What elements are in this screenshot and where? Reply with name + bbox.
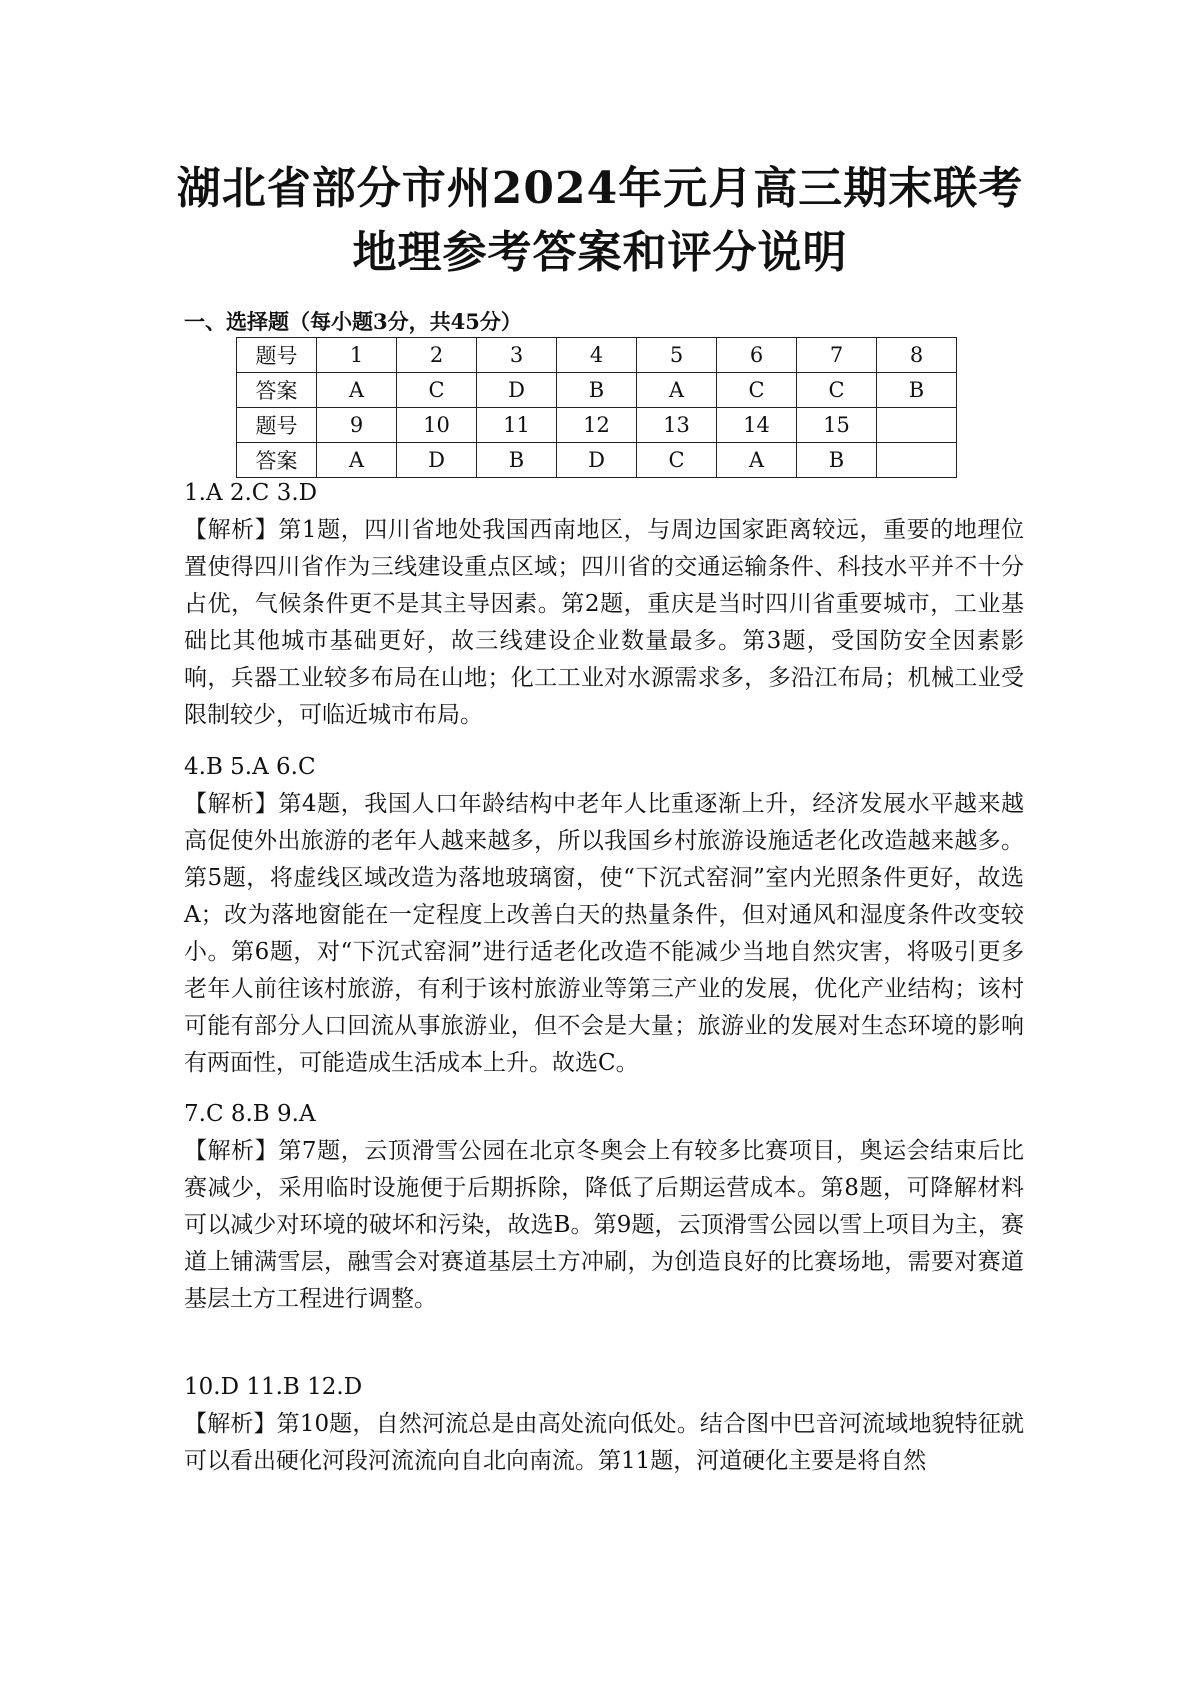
- table-cell: 14: [717, 408, 797, 443]
- answer-group-4: [184, 1369, 1024, 1480]
- table-row-header: 题号: [237, 408, 317, 443]
- table-cell: A: [637, 373, 717, 408]
- table-cell: 1: [317, 338, 397, 373]
- section-heading-choice: 一、选择题（每小题3分，共45分）: [184, 309, 522, 334]
- table-cell: B: [557, 373, 637, 408]
- table-row-header: 题号: [237, 338, 317, 373]
- table-cell: 2: [397, 338, 477, 373]
- table-cell: 15: [797, 408, 877, 443]
- table-cell: 6: [717, 338, 797, 373]
- table-cell: 5: [637, 338, 717, 373]
- table-cell: C: [637, 443, 717, 478]
- answer-line: 10.D 11.B 12.D: [184, 1374, 363, 1400]
- table-cell: 13: [637, 408, 717, 443]
- explanation-text: 【解析】第10题，自然河流总是由高处流向低处。结合图中巴音河流域地貌特征就可以看出硬化河段河流流向自北向南流。第11题，河道硬化主要是将自然: [184, 1411, 1024, 1474]
- table-row-header: 答案: [237, 443, 317, 478]
- table-cell: A: [317, 443, 397, 478]
- explanation-text: 【解析】第4题，我国人口年龄结构中老年人比重逐渐上升，经济发展水平越来越高促使外出旅游的老年人越来越多，所以我国乡村旅游设施适老化改造越来越多。第5题，将虚线区域改造为落地玻璃窗，使“下沉式窑洞”室内光照条件更好，故选A；改为落地窗能在一定程度上改善白天的热量条件，但对通风和湿度条件改变较小。第6题，对“下沉式窑洞”进行适老化改造不能减少当地自然灾害，将吸引更多老年人前往该村旅游，有利于该村旅游业等第三产业的发展，优化产业结构；该村可能有部分人口回流从事旅游业，但不会是大量；旅游业的发展对生态环境的影响有两面性，可能造成生活成本上升。故选C。: [184, 791, 1024, 1076]
- answer-line: 4.B 5.A 6.C: [184, 754, 316, 780]
- document-subtitle: 地理参考答案和评分说明: [352, 227, 848, 278]
- explanation-text: 【解析】第7题，云顶滑雪公园在北京冬奥会上有较多比赛项目，奥运会结束后比赛减少，采用临时设施便于后期拆除，降低了后期运营成本。第8题，可降解材料可以减少对环境的破坏和污染，故选B。第9题，云顶滑雪公园以雪上项目为主，赛道上铺满雪层，融雪会对赛道基层土方冲刷，为创造良好的比赛场地，需要对赛道基层土方工程进行调整。: [184, 1138, 1024, 1312]
- answer-group-2: [184, 749, 1024, 1082]
- table-row-header: 答案: [237, 373, 317, 408]
- table-cell: 8: [877, 338, 957, 373]
- answer-table: [236, 337, 957, 478]
- table-cell: B: [877, 373, 957, 408]
- table-cell: 12: [557, 408, 637, 443]
- table-cell: D: [477, 373, 557, 408]
- table-cell: B: [477, 443, 557, 478]
- table-cell: 9: [317, 408, 397, 443]
- table-cell: 10: [397, 408, 477, 443]
- document-title: 湖北省部分市州2024年元月高三期末联考: [176, 163, 1024, 214]
- table-cell: A: [317, 373, 397, 408]
- answer-line: 1.A 2.C 3.D: [184, 480, 318, 506]
- table-cell: 11: [477, 408, 557, 443]
- table-row: [237, 408, 957, 443]
- table-cell: D: [557, 443, 637, 478]
- table-cell: A: [717, 443, 797, 478]
- table-cell: C: [797, 373, 877, 408]
- explanation-text: 【解析】第1题，四川省地处我国西南地区，与周边国家距离较远，重要的地理位置使得四川省作为三线建设重点区域；四川省的交通运输条件、科技水平并不十分占优，气候条件更不是其主导因素。第2题，重庆是当时四川省重要城市，工业基础比其他城市基础更好，故三线建设企业数量最多。第3题，受国防安全因素影响，兵器工业较多布局在山地；化工工业对水源需求多，多沿江布局；机械工业受限制较少，可临近城市布局。: [184, 517, 1024, 728]
- table-row: [237, 443, 957, 478]
- table-cell: C: [717, 373, 797, 408]
- table-cell: [877, 408, 957, 443]
- table-cell: 3: [477, 338, 557, 373]
- table-row: [237, 373, 957, 408]
- table-cell: B: [797, 443, 877, 478]
- table-cell: 7: [797, 338, 877, 373]
- table-cell: D: [397, 443, 477, 478]
- table-cell: 4: [557, 338, 637, 373]
- table-cell: [877, 443, 957, 478]
- answer-group-3: [184, 1096, 1024, 1318]
- answer-group-1: [184, 475, 1024, 734]
- answer-line: 7.C 8.B 9.A: [184, 1101, 316, 1127]
- table-row: [237, 338, 957, 373]
- table-cell: C: [397, 373, 477, 408]
